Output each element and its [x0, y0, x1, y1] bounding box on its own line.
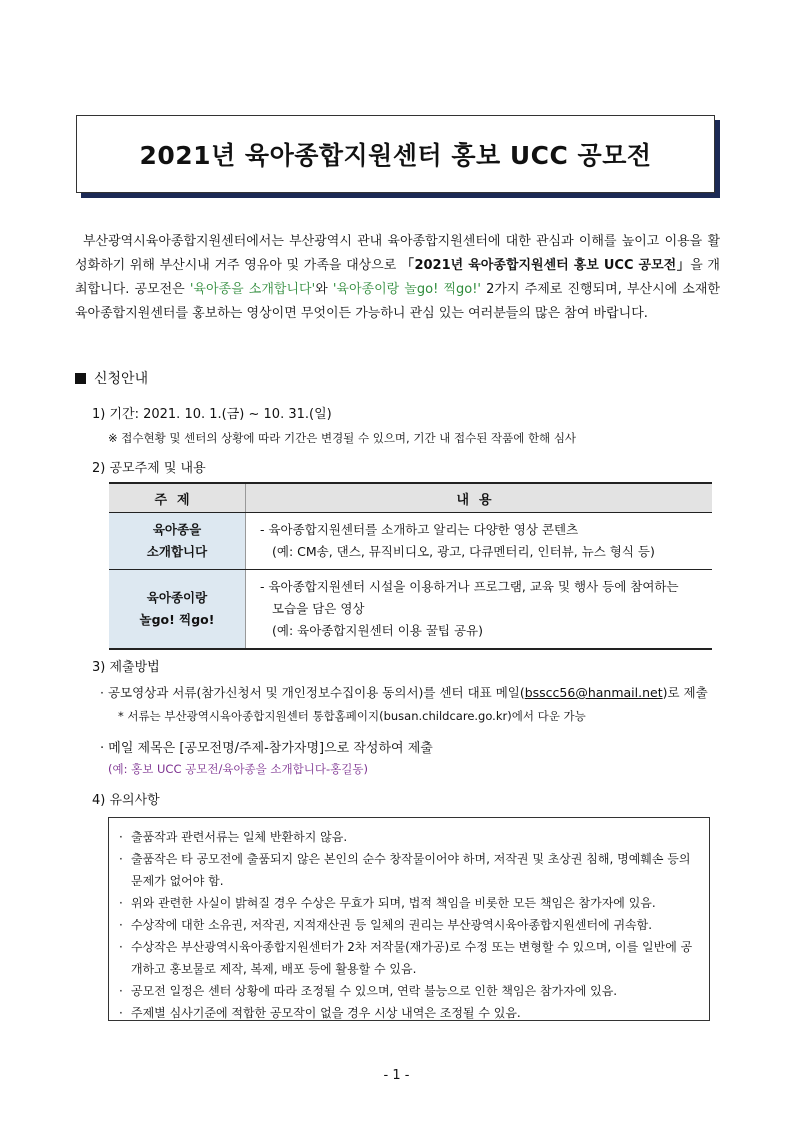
desc-line: - 육아종합지원센터 시설을 이용하거나 프로그램, 교육 및 행사 등에 참여하는 [260, 579, 679, 594]
list-item [119, 936, 699, 980]
intro-text-1: 부산광역시육아종합지원센터에서는 부산광역시 관내 육아종합지원센터에 대한 관심과 이해를 높이고 이용을 활성화하기 위해 부산시내 거주 영유아 및 가족을 대상으로 [75, 234, 720, 273]
table-header-topic: 주제 [109, 483, 246, 513]
submit-label: 3) 제출방법 [92, 660, 160, 675]
page-title: 2021년 육아종합지원센터 홍보 UCC 공모전 [139, 141, 652, 170]
theme-2-highlight: '육아종이랑 놀go! 찍go!' [332, 282, 482, 297]
period-label: 1) 기간: 2021. 10. 1.(금) ~ 10. 31.(일) [92, 407, 332, 422]
bullet: · [119, 1006, 123, 1020]
intro-text-2: 을 개최합니다. 공모전은 [75, 258, 720, 297]
desc-cell [246, 570, 713, 650]
caution-label: 4) 유의사항 [92, 793, 160, 808]
table-header-content: 내용 [246, 483, 713, 513]
list-item [119, 914, 699, 936]
desc-line: - 육아종합지원센터를 소개하고 알리는 다양한 영상 콘텐츠 [260, 522, 579, 537]
caution-box [108, 817, 710, 1021]
square-bullet-icon [75, 373, 86, 384]
title-box [76, 115, 715, 193]
bullet: · [119, 984, 123, 998]
submit-text: )로 제출 [662, 685, 708, 700]
caution-text: 주제별 심사기준에 적합한 공모작이 없을 경우 시상 내역은 조정될 수 있음. [131, 1006, 521, 1020]
desc-line: (예: CM송, 댄스, 뮤직비디오, 광고, 다큐멘터리, 인터뷰, 뉴스 형식 등) [272, 544, 655, 559]
caution-text: 출품작과 관련서류는 일체 반환하지 않음. [131, 830, 348, 844]
topic-line: 놀go! 찍go! [139, 612, 215, 627]
bullet: · [119, 830, 123, 844]
list-item [119, 1002, 699, 1024]
list-item [119, 826, 699, 848]
desc-cell [246, 513, 713, 570]
contest-name: 「2021년 육아종합지원센터 홍보 UCC 공모전」 [400, 258, 691, 273]
bullet: · [119, 918, 123, 932]
table-row [109, 570, 712, 650]
topic-table [109, 482, 712, 650]
submit-bullet-1 [100, 683, 708, 701]
table-header-row [109, 483, 712, 513]
email-link[interactable]: bsscc56@hanmail.net [524, 685, 663, 700]
topic-cell [109, 570, 246, 650]
list-item [119, 892, 699, 914]
submit-note: * 서류는 부산광역시육아종합지원센터 통합홈페이지(busan.childcare.go.kr)에서 다운 가능 [118, 709, 586, 723]
topic-label: 2) 공모주제 및 내용 [92, 461, 206, 476]
table-row [109, 513, 712, 570]
submit-example: (예: 홍보 UCC 공모전/육아종을 소개합니다-홍길동) [108, 762, 368, 776]
caution-text: 공모전 일정은 센터 상황에 따라 조정될 수 있으며, 연락 불능으로 인한 책임은 참가자에 있음. [131, 984, 618, 998]
desc-line: 모습을 담은 영상 [272, 601, 365, 616]
period-note: ※ 접수현황 및 센터의 상황에 따라 기간은 변경될 수 있으며, 기간 내 접수된 작품에 한해 심사 [108, 431, 577, 445]
list-item [119, 848, 699, 892]
bullet: · [119, 896, 123, 910]
intro-paragraph [75, 230, 720, 326]
theme-1-highlight: '육아종을 소개합니다' [189, 282, 316, 297]
list-item [119, 980, 699, 1002]
caution-text: 출품작은 타 공모전에 출품되지 않은 본인의 순수 창작물이어야 하며, 저작권 및 초상권 침해, 명예훼손 등의 문제가 없어야 함. [131, 852, 691, 888]
intro-text-3: 와 [315, 282, 333, 297]
topic-line: 소개합니다 [146, 544, 208, 559]
submit-text: · 공모영상과 서류(참가신청서 및 개인정보수집이용 동의서)를 센터 대표 메일( [100, 685, 525, 700]
caution-text: 수상작에 대한 소유권, 저작권, 지적재산권 등 일체의 권리는 부산광역시육아종합지원센터에 귀속함. [131, 918, 653, 932]
section-heading-text: 신청안내 [94, 371, 149, 387]
section-heading [75, 368, 148, 388]
page-number: - 1 - [383, 1068, 410, 1083]
caution-text: 위와 관련한 사실이 밝혀질 경우 수상은 무효가 되며, 법적 책임을 비롯한 모든 책임은 참가자에 있음. [131, 896, 656, 910]
topic-line: 육아종이랑 [146, 590, 208, 605]
bullet: · [119, 940, 123, 954]
topic-line: 육아종을 [152, 522, 202, 537]
intro-text-4: 2가지 주제로 진행되며, 부산시에 소재한 육아종합지원센터를 홍보하는 영상이면 무엇이든 가능하니 관심 있는 여러분들의 많은 참여 바랍니다. [75, 282, 720, 321]
bullet: · [119, 852, 123, 866]
caution-text: 수상작은 부산광역시육아종합지원센터가 2차 저작물(재가공)로 수정 또는 변형할 수 있으며, 이를 일반에 공개하고 홍보물로 제작, 복제, 배포 등에 활용할 수 있음. [131, 940, 693, 976]
topic-cell [109, 513, 246, 570]
desc-line: (예: 육아종합지원센터 이용 꿀팁 공유) [272, 623, 483, 638]
submit-bullet-2: · 메일 제목은 [공모전명/주제-참가자명]으로 작성하여 제출 [100, 741, 433, 756]
